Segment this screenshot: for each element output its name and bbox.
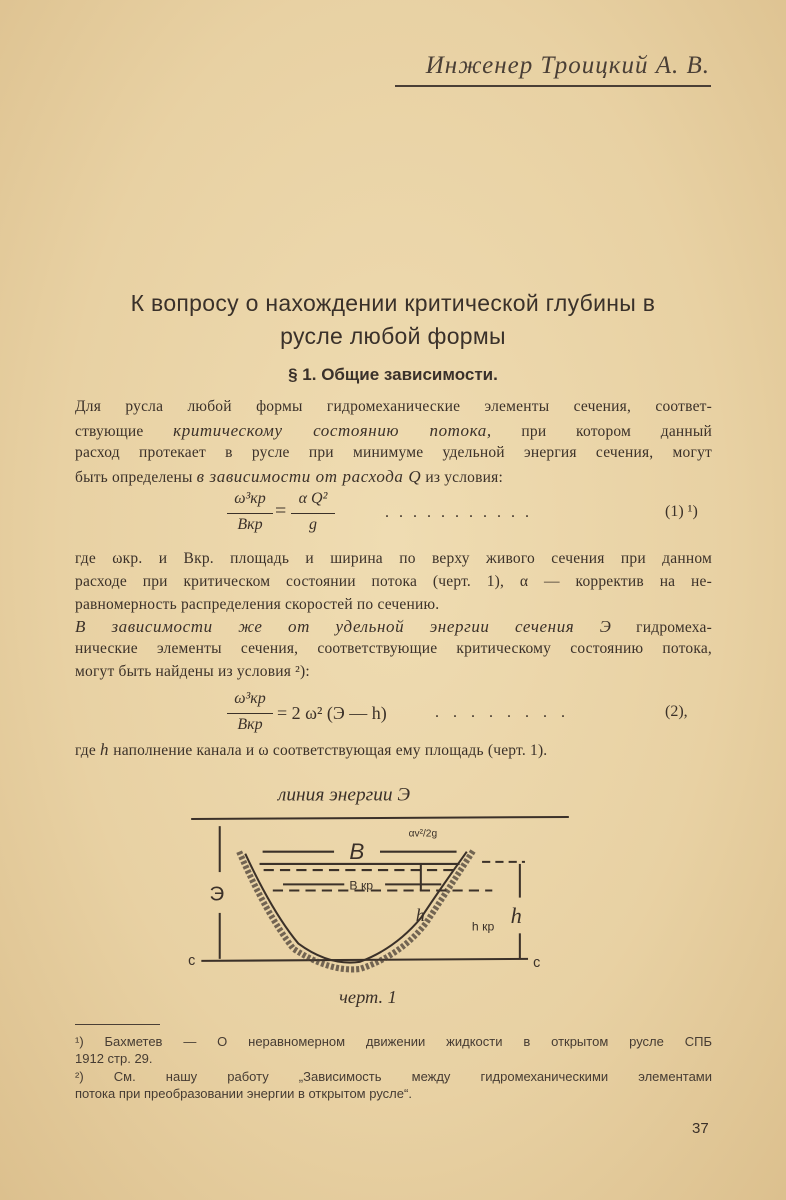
text: гидромеха-	[611, 619, 712, 636]
italic-text: в зависимости от расхода Q	[196, 467, 422, 486]
formula-2-denominator: Bкр	[237, 716, 263, 733]
text-line	[75, 573, 712, 591]
text-line	[75, 398, 712, 416]
figure-caption: черт. 1	[339, 986, 397, 1007]
equation-number-1: (1) ¹)	[665, 503, 698, 520]
text: при котором данный	[491, 423, 713, 440]
formula-1	[225, 490, 725, 540]
text: где ωкр. и Bкр. площадь и ширина по верху живого сечения при данном	[75, 550, 712, 567]
equals-sign: =	[275, 500, 287, 522]
text: ствующие	[75, 423, 174, 440]
leader-dots: . . . . . . . .	[435, 704, 570, 721]
footnote-2-line-1: ²) См. нашу работу „Зависимость между гидромеханическими элементами	[75, 1069, 712, 1084]
formula-2-numerator: ω³кр	[234, 690, 266, 707]
text-line	[75, 740, 712, 760]
label-h-outer: h	[510, 903, 522, 929]
label-Bkr: B кр	[349, 878, 374, 893]
text-line	[75, 421, 712, 441]
text-line	[75, 663, 712, 681]
footnote-rule	[75, 1024, 160, 1025]
footnote-1-line-1: ¹) Бахметев — О неравномерном движении жидкости в открытом русле СПБ	[75, 1034, 712, 1049]
text: равномерность распределения скоростей по сечению.	[75, 596, 440, 613]
article-title-line-1: К вопросу о нахождении критической глубины в	[130, 290, 656, 316]
formula-1-numerator: ω³кр	[234, 490, 266, 507]
energy-line-label: линия энергии Э	[277, 784, 411, 806]
channel-cross-section-figure	[170, 770, 590, 1015]
fraction-bar	[291, 513, 335, 514]
label-B: B	[349, 838, 365, 864]
text-line	[75, 617, 712, 637]
text: могут быть найдены из условия ²):	[75, 663, 310, 680]
text-line	[75, 640, 712, 658]
text: из условия:	[421, 469, 503, 486]
text: нические элементы сечения, соответствующие критическому состоянию потока,	[75, 640, 712, 657]
text: Для русла любой формы гидромеханические элементы сечения, соответ-	[75, 398, 712, 415]
equation-number-2: (2),	[665, 703, 688, 720]
formula-1-denominator: Bкр	[237, 516, 263, 533]
text: расходе при критическом состоянии потока (черт. 1), α — корректив на не-	[75, 573, 712, 590]
text: расход протекает в русле при минимуме удельной энергия сечения, могут	[75, 444, 712, 461]
label-c-left: c	[188, 952, 196, 969]
label-E: Э	[209, 883, 225, 906]
italic-text: критическому состоянию потока,	[173, 421, 492, 440]
text-line	[75, 467, 712, 487]
italic-text: h	[100, 740, 110, 759]
label-c-right: c	[533, 955, 541, 972]
label-velocity-head: αv²/2g	[408, 828, 438, 840]
text-line	[75, 550, 712, 568]
text: наполнение канала и ω соответствующая ему площадь (черт. 1).	[109, 742, 548, 759]
text: где	[75, 742, 101, 759]
label-h-inner: h	[415, 905, 425, 926]
leader-dots: . . . . . . . . . . .	[385, 504, 532, 521]
section-heading: § 1. Общие зависимости.	[288, 365, 498, 384]
header-rule	[395, 85, 711, 87]
energy-line	[191, 817, 569, 819]
text-line	[75, 596, 712, 614]
formula-1-rhs-numerator: α Q²	[298, 490, 328, 507]
formula-1-rhs-denominator: g	[309, 516, 317, 533]
formula-2-rhs: = 2 ω² (Э — h)	[277, 703, 387, 723]
italic-text: В зависимости же от удельной энергии сечения Э	[75, 617, 612, 636]
text: быть определены	[75, 469, 197, 486]
running-header-author: Инженер Троицкий А. В.	[425, 52, 710, 79]
label-hkr: h кр	[471, 919, 495, 934]
text-line	[75, 444, 712, 462]
fraction-bar	[227, 713, 273, 714]
footnote-1-line-2: 1912 стр. 29.	[75, 1051, 153, 1066]
formula-2	[225, 690, 725, 740]
article-title-line-2: русле любой формы	[280, 323, 506, 349]
page-number: 37	[692, 1120, 709, 1137]
fraction-bar	[227, 513, 273, 514]
footnote-2-line-2: потока при преобразовании энергии в открытом русле“.	[75, 1086, 412, 1101]
